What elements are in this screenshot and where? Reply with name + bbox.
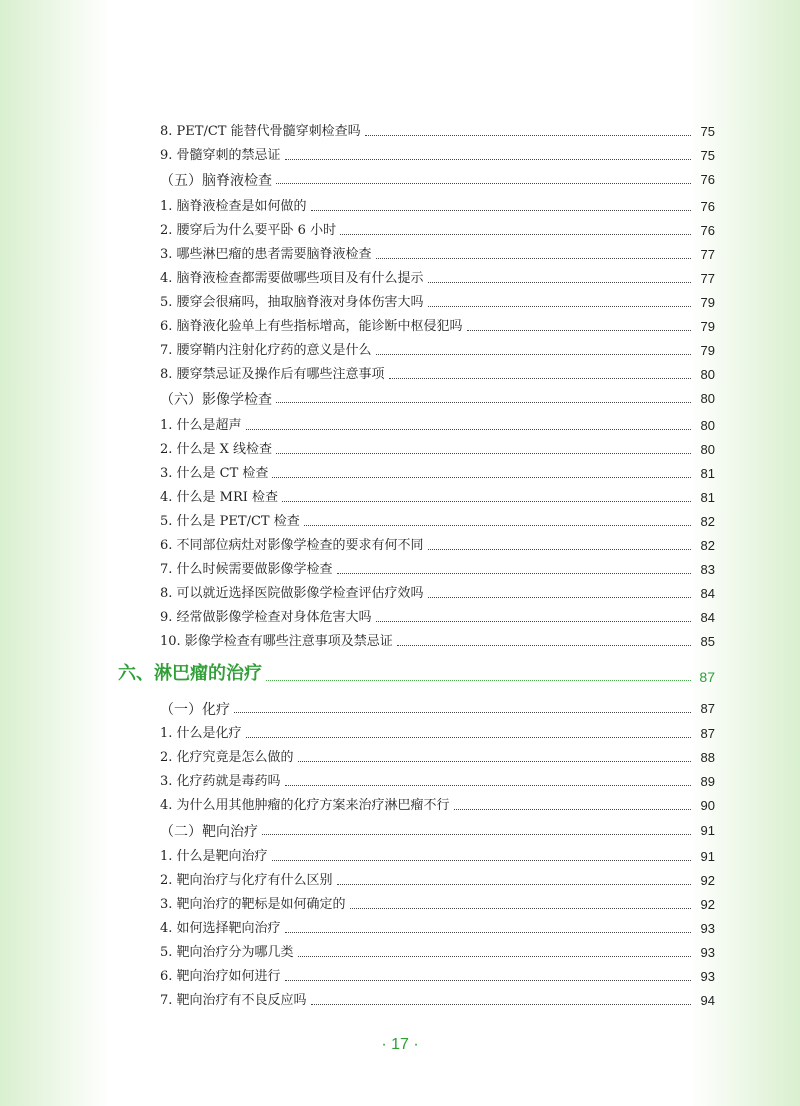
toc-entry-page: 79 [700, 343, 715, 358]
toc-item [160, 987, 715, 1009]
toc-item [160, 915, 715, 937]
dot-leader [234, 712, 691, 713]
dot-leader [276, 453, 691, 454]
dot-leader [428, 597, 691, 598]
dot-leader [272, 860, 691, 861]
toc-entry-page: 93 [700, 921, 715, 936]
toc-entry-title: 2. 什么是 X 线检查 [160, 442, 273, 457]
toc-entry-page: 77 [700, 247, 715, 262]
toc-entry-page: 79 [700, 295, 715, 310]
toc-item [160, 867, 715, 889]
toc-entry-page: 92 [700, 897, 715, 912]
dot-leader [285, 932, 691, 933]
toc-entry-title: 7. 靶向治疗有不良反应吗 [160, 993, 307, 1008]
dot-leader [298, 761, 691, 762]
toc-entry-page: 80 [700, 442, 715, 457]
toc-item [160, 508, 715, 530]
toc-entry-title: 7. 什么时候需要做影像学检查 [160, 562, 333, 577]
dot-leader [276, 183, 691, 184]
toc-item [160, 484, 715, 506]
dot-leader [467, 330, 691, 331]
dot-leader [272, 477, 691, 478]
dot-leader [428, 282, 691, 283]
toc-entry-page: 81 [700, 466, 715, 481]
toc-entry-title: 9. 骨髓穿刺的禁忌证 [160, 148, 281, 163]
toc-item [160, 289, 715, 311]
toc-entry-title: 2. 化疗究竟是怎么做的 [160, 750, 294, 765]
toc-entry-title: 1. 什么是化疗 [160, 726, 242, 741]
dot-leader [285, 980, 691, 981]
toc-entry-title: 5. 靶向治疗分为哪几类 [160, 945, 294, 960]
dot-leader [397, 645, 691, 646]
toc-item [160, 891, 715, 913]
toc-entry-page: 82 [700, 538, 715, 553]
toc-entry-title: 9. 经常做影像学检查对身体危害大吗 [160, 610, 372, 625]
toc-item [160, 412, 715, 434]
dot-leader [298, 956, 691, 957]
toc-entry-title: 1. 什么是靶向治疗 [160, 849, 268, 864]
toc-item [160, 118, 715, 140]
toc-entry-title: 1. 脑脊液检查是如何做的 [160, 199, 307, 214]
dot-leader [428, 549, 691, 550]
toc-section [160, 695, 715, 717]
dot-leader [376, 621, 691, 622]
toc-entry-title: 8. PET/CT 能替代骨髓穿刺检查吗 [160, 124, 361, 139]
toc-entry-page: 80 [700, 367, 715, 382]
dot-leader [304, 525, 691, 526]
toc-entry-title: 8. 可以就近选择医院做影像学检查评估疗效吗 [160, 586, 424, 601]
toc-entry-title: 4. 脑脊液检查都需要做哪些项目及有什么提示 [160, 271, 424, 286]
toc-entry-page: 87 [699, 669, 715, 685]
toc-entry-page: 85 [700, 634, 715, 649]
toc-entry-title: 2. 靶向治疗与化疗有什么区别 [160, 873, 333, 888]
toc-entry-page: 93 [700, 945, 715, 960]
toc-item [160, 241, 715, 263]
toc-item [160, 436, 715, 458]
dot-leader [246, 737, 691, 738]
toc-entry-page: 87 [700, 726, 715, 741]
toc-section [160, 385, 715, 407]
dot-leader [365, 135, 691, 136]
dot-leader [454, 809, 691, 810]
toc-entry-page: 76 [700, 199, 715, 214]
toc-section [160, 166, 715, 188]
dot-leader [376, 354, 691, 355]
toc-entry-title: （二）靶向治疗 [160, 823, 258, 839]
toc-item [160, 193, 715, 215]
toc-entry-title: （一）化疗 [160, 701, 230, 717]
toc-entry-page: 91 [700, 823, 715, 838]
toc-entry-page: 88 [700, 750, 715, 765]
toc-entry-page: 77 [700, 271, 715, 286]
toc-chapter [118, 659, 715, 685]
toc-item [160, 313, 715, 335]
toc-entry-page: 75 [700, 148, 715, 163]
toc-entry-page: 89 [700, 774, 715, 789]
toc-section [160, 817, 715, 839]
toc-entry-page: 91 [700, 849, 715, 864]
dot-leader [350, 908, 691, 909]
toc-entry-title: 2. 腰穿后为什么要平卧 6 小时 [160, 223, 337, 238]
dot-leader [276, 402, 691, 403]
dot-leader [282, 501, 691, 502]
page-number: · 17 · [381, 1036, 419, 1053]
toc-entry-page: 79 [700, 319, 715, 334]
toc-item [160, 843, 715, 865]
toc-entry-title: 6. 不同部位病灶对影像学检查的要求有何不同 [160, 538, 424, 553]
toc-item [160, 265, 715, 287]
toc-item [160, 963, 715, 985]
toc-entry-page: 83 [700, 562, 715, 577]
toc-entry-page: 76 [700, 223, 715, 238]
toc-entry-title: 4. 为什么用其他肿瘤的化疗方案来治疗淋巴瘤不行 [160, 798, 450, 813]
toc-item [160, 460, 715, 482]
dot-leader [266, 680, 691, 681]
dot-leader [340, 234, 691, 235]
toc-item [160, 217, 715, 239]
dot-leader [376, 258, 691, 259]
toc-entry-page: 75 [700, 124, 715, 139]
dot-leader [337, 884, 691, 885]
toc-entry-page: 80 [700, 391, 715, 406]
toc-entry-title: 1. 什么是超声 [160, 418, 242, 433]
toc-item [160, 792, 715, 814]
toc-entry-page: 94 [700, 993, 715, 1008]
toc-item [160, 532, 715, 554]
dot-leader [389, 378, 691, 379]
toc-entry-title: （六）影像学检查 [160, 391, 272, 407]
toc-entry-title: 3. 哪些淋巴瘤的患者需要脑脊液检查 [160, 247, 372, 262]
toc-item [160, 744, 715, 766]
toc-entry-page: 81 [700, 490, 715, 505]
toc-entry-page: 92 [700, 873, 715, 888]
toc-entry-title: 7. 腰穿鞘内注射化疗药的意义是什么 [160, 343, 372, 358]
toc-entry-title: 5. 腰穿会很痛吗，抽取脑脊液对身体伤害大吗 [160, 295, 424, 310]
dot-leader [428, 306, 691, 307]
toc-entry-title: 8. 腰穿禁忌证及操作后有哪些注意事项 [160, 367, 385, 382]
toc-item [160, 142, 715, 164]
toc-entry-title: 3. 什么是 CT 检查 [160, 466, 269, 481]
toc-item [160, 556, 715, 578]
toc-entry-title: 3. 靶向治疗的靶标是如何确定的 [160, 897, 346, 912]
toc-entry-title: 六、淋巴瘤的治疗 [118, 663, 262, 684]
toc-item [160, 768, 715, 790]
toc-entry-page: 82 [700, 514, 715, 529]
dot-leader [311, 1004, 691, 1005]
toc-item [160, 337, 715, 359]
toc-item [160, 604, 715, 626]
toc-entry-title: 5. 什么是 PET/CT 检查 [160, 514, 300, 529]
toc-entry-title: （五）脑脊液检查 [160, 172, 272, 188]
toc-item [160, 939, 715, 961]
toc-item [160, 628, 715, 650]
toc-entry-page: 76 [700, 172, 715, 187]
toc-entry-title: 4. 什么是 MRI 检查 [160, 490, 279, 505]
toc-item [160, 580, 715, 602]
toc-entry-title: 10. 影像学检查有哪些注意事项及禁忌证 [160, 634, 393, 649]
toc-item [160, 720, 715, 742]
toc-entry-title: 3. 化疗药就是毒药吗 [160, 774, 281, 789]
dot-leader [337, 573, 691, 574]
toc-item [160, 361, 715, 383]
toc-entry-page: 90 [700, 798, 715, 813]
toc-entry-page: 80 [700, 418, 715, 433]
dot-leader [311, 210, 691, 211]
toc-entry-title: 4. 如何选择靶向治疗 [160, 921, 281, 936]
toc-entry-title: 6. 脑脊液化验单上有些指标增高，能诊断中枢侵犯吗 [160, 319, 463, 334]
toc-entry-page: 93 [700, 969, 715, 984]
toc-entry-page: 87 [700, 701, 715, 716]
dot-leader [285, 785, 691, 786]
toc-entry-page: 84 [700, 610, 715, 625]
dot-leader [262, 834, 691, 835]
toc-entry-page: 84 [700, 586, 715, 601]
dot-leader [285, 159, 691, 160]
toc-entry-title: 6. 靶向治疗如何进行 [160, 969, 281, 984]
dot-leader [246, 429, 691, 430]
